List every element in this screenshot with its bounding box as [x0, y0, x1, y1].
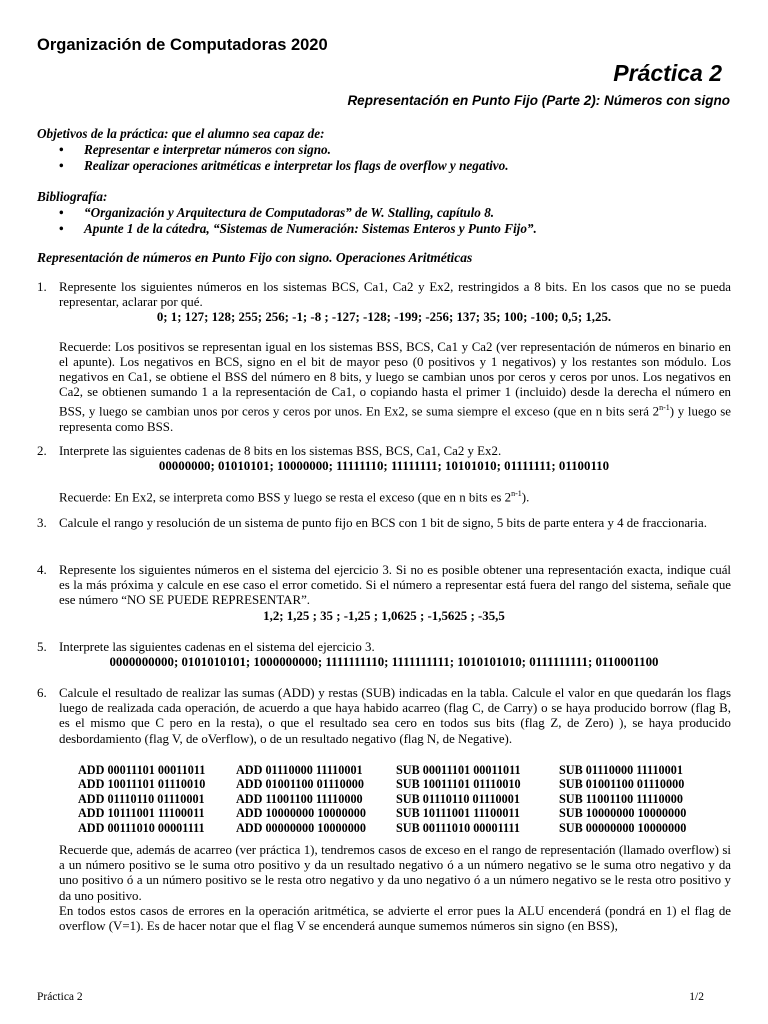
table-cell: SUB 01110000 11110001	[559, 763, 683, 777]
section-heading: Representación de números en Punto Fijo con signo. Operaciones Aritméticas	[37, 250, 473, 265]
table-cell: ADD 01001100 01110000	[236, 777, 364, 792]
table-cell: SUB 00011101 00011011	[396, 763, 521, 777]
table-row	[78, 806, 694, 820]
bibliography-list	[37, 205, 737, 237]
exercise-text: Interprete las siguientes cadenas de 8 bits en los sistemas BSS, BCS, Ca1, Ca2 y Ex2.	[59, 444, 502, 458]
exercise-text: Interprete las siguientes cadenas en el sistema del ejercicio 3.	[59, 640, 375, 654]
exercise-number: 6.	[37, 686, 47, 700]
table-cell: ADD 01110110 01110001	[78, 791, 205, 806]
table-cell: SUB 01110110 01110001	[396, 791, 520, 806]
exercise-values: 0; 1; 127; 128; 255; 256; -1; -8 ; -127; -128; -199; -256; 137; 35; 100; -100; 0,5; 1,25.	[156, 310, 612, 325]
bibliography-item: • “Organización y Arquitectura de Computadoras” de W. Stalling, capítulo 8.	[37, 205, 737, 221]
table-cell: SUB 10111001 11100011	[396, 806, 520, 821]
objectives-list	[37, 142, 737, 174]
table-cell: SUB 11001100 11110000	[559, 791, 683, 806]
note-text-end: ).	[521, 490, 530, 505]
bibliography-item: • Apunte 1 de la cátedra, “Sistemas de Numeración: Sistemas Enteros y Punto Fijo”.	[37, 221, 737, 237]
table-cell: ADD 10011101 01110010	[78, 777, 206, 792]
table-cell: SUB 00000000 10000000	[559, 820, 687, 835]
operations-table	[78, 763, 694, 835]
exercise-number: 5.	[37, 640, 47, 654]
exercise-5	[37, 640, 731, 670]
objectives-heading: Objetivos de la práctica: que el alumno sea capaz de:	[37, 126, 325, 141]
bibliography-heading: Bibliografía:	[37, 189, 108, 204]
note-text: Recuerde: En Ex2, se interpreta como BSS y luego se resta el exceso (que en n bits es 2	[59, 490, 512, 505]
note-text-end: ) y luego se representa como BSS.	[59, 404, 731, 434]
exercise-6-notes	[37, 843, 731, 934]
exercise-note	[59, 486, 731, 506]
exercise-4	[37, 563, 731, 624]
objective-item: • Representar e interpretar números con signo.	[37, 142, 737, 158]
exercise-2	[37, 444, 731, 506]
exercise-values: 0000000000; 0101010101; 1000000000; 1111111110; 1111111111; 1010101010; 0111111111; 0110001100	[109, 655, 659, 670]
exercise-text: Calcule el resultado de realizar las sumas (ADD) y restas (SUB) indicadas en la tabla. Calcule el valor en que quedarán los flags luego de realizada cada operación, de acuerdo a que haya habido acarreo (flag C, de Carry) o se haya producido borrow (flag B, es el mismo que C pero en la resta), o que el resultado sea cero en todos sus bits (flag Z, de Zero) ), se haya producido desbordamiento (flag V, de oVerflow), o de un resultado negativo (flag N, de Negative).	[59, 686, 731, 746]
exercise-3	[37, 516, 731, 531]
course-title: Organización de Computadoras 2020	[37, 36, 328, 54]
table-row	[78, 763, 694, 777]
exercise-note	[59, 340, 731, 436]
table-cell: ADD 00111010 00001111	[78, 820, 205, 835]
note-superscript: n-1	[659, 403, 670, 413]
exercise-values: 00000000; 01010101; 10000000; 11111110; 11111111; 10101010; 01111111; 01100110	[158, 459, 610, 474]
exercise-text: Represente los siguientes números en el sistema del ejercicio 3. Si no es posible obtener una representación exacta, indique cuál es la más próxima y calcule en ese caso el error cometido. Si el número a representar está fuera del rango del sistema, señale que ese número “NO SE PUEDE REPRESENTAR”.	[59, 563, 731, 608]
table-cell: ADD 00000000 10000000	[236, 820, 366, 835]
page-number: 1/2	[689, 991, 704, 1003]
exercise-number: 2.	[37, 444, 47, 458]
exercise-values: 1,2; 1,25 ; 35 ; -1,25 ; 1,0625 ; -1,5625 ; -35,5	[263, 608, 505, 623]
exercise-number: 1.	[37, 280, 47, 294]
table-row	[78, 821, 694, 835]
exercise-note: En todos estos casos de errores en la operación aritmética, se advierte el error pues la ALU encenderá (pondrá en 1) el flag de overflow (V=1). Es de hacer notar que el flag V se encenderá aunque sumemos números sin signo (en BSS),	[59, 903, 731, 934]
footer-left: Práctica 2	[37, 991, 83, 1003]
table-cell: ADD 01110000 11110001	[236, 763, 363, 777]
note-text: Recuerde: Los positivos se representan igual en los sistemas BSS, BCS, Ca1 y Ca2 (ver representación de números en binario en el apunte). Los negativos en BCS, signo en el bit de mayor peso (0 positivos y 1 negativos) y los restantes son módulo. Los negativos en Ca1, se obtiene el BSS del número en 8 bits, y luego se cambian unos por ceros y ceros por unos. Los negativos en Ca2, se obtienen sumando 1 a la representación de Ca1, o copiando hasta el primer 1 (incluido) desde la derecha el número en BSS, y luego se cambian unos por ceros y ceros por unos. En Ex2, se suma siempre el exceso (que en n bits será 2	[59, 339, 731, 419]
table-cell: ADD 10000000 10000000	[236, 806, 366, 821]
objectives-section	[37, 126, 737, 174]
exercise-text: Represente los siguientes números en los sistemas BCS, Ca1, Ca2 y Ex2, restringidos a 8 bits. En los casos que no se pueda representar, aclarar por qué.	[59, 280, 731, 310]
table-cell: ADD 00011101 00011011	[78, 763, 206, 777]
objective-item: • Realizar operaciones aritméticas e interpretar los flags de overflow y negativo.	[37, 158, 737, 174]
exercise-number: 3.	[37, 516, 47, 530]
practice-title: Práctica 2	[613, 60, 722, 86]
table-cell: ADD 11001100 11110000	[236, 791, 363, 806]
table-cell: SUB 01001100 01110000	[559, 777, 685, 792]
exercise-note: Recuerde que, además de acarreo (ver práctica 1), tendremos casos de exceso en el rango de representación (llamado overflow) si a un número positivo se le suma otro positivo y da un resultado negativo ó a un número negativo se le suma otro negativo y da uno positivo ó a un número positivo se le resta otro negativo y da uno negativo ó a un número negativo se le resta otro positivo y da uno positivo.	[59, 843, 731, 903]
exercise-number: 4.	[37, 563, 47, 577]
table-row	[78, 777, 694, 791]
exercise-1	[37, 280, 731, 435]
table-cell: ADD 10111001 11100011	[78, 806, 205, 821]
bibliography-section	[37, 189, 737, 237]
practice-subtitle: Representación en Punto Fijo (Parte 2): Números con signo	[347, 93, 730, 108]
table-row	[78, 792, 694, 806]
exercise-text: Calcule el rango y resolución de un sistema de punto fijo en BCS con 1 bit de signo, 5 bits de parte entera y 4 de fraccionaria.	[59, 516, 707, 530]
exercise-6	[37, 686, 731, 747]
note-superscript: n-1	[511, 489, 522, 499]
table-cell: SUB 10011101 01110010	[396, 777, 521, 792]
table-cell: SUB 00111010 00001111	[396, 820, 520, 835]
table-cell: SUB 10000000 10000000	[559, 806, 687, 821]
